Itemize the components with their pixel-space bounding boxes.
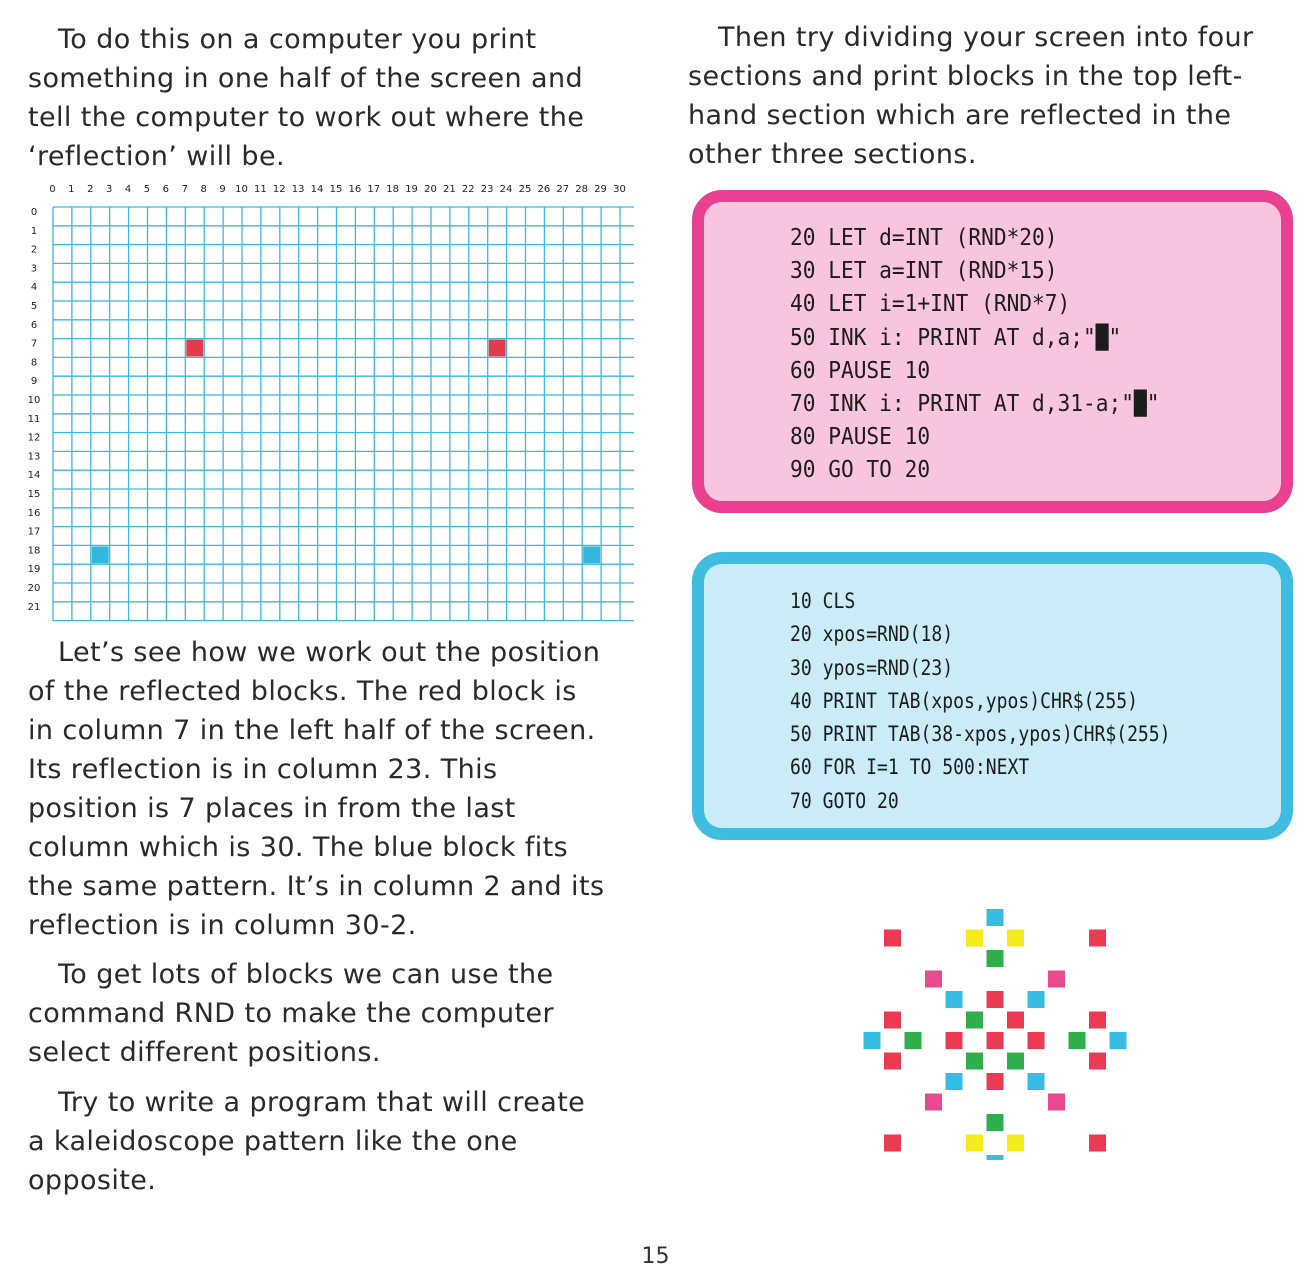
intro-paragraph: To do this on a computer you print something in one half of the screen and tell the computer to work out where the ‘reflection’ will be. <box>28 24 585 172</box>
kaleidoscope-block <box>1089 1053 1106 1070</box>
page-number: 15 <box>641 1244 670 1269</box>
column-label: 5 <box>143 184 151 195</box>
code-line: 50 INK i: PRINT AT d,a;"█" <box>790 324 1122 351</box>
row-label: 18 <box>27 545 41 557</box>
kaleidoscope-block <box>987 1114 1004 1131</box>
kaleidoscope-block <box>1069 1032 1086 1049</box>
kaleidoscope-block <box>884 1135 901 1152</box>
column-label: 11 <box>253 184 267 195</box>
kaleidoscope-block <box>966 930 983 947</box>
column-label: 4 <box>124 184 132 195</box>
code-line: 30 ypos=RND(23) <box>790 655 954 680</box>
challenge-paragraph: Try to write a program that will create a kaleidoscope pattern like the one opposite. <box>28 1087 586 1196</box>
row-label: 1 <box>30 225 38 237</box>
code-line: 30 LET a=INT (RND*15) <box>790 258 1058 285</box>
bbc-code-box <box>692 552 1293 840</box>
code-line: 60 PAUSE 10 <box>790 357 931 384</box>
code-line: 90 GO TO 20 <box>790 457 931 484</box>
row-label: 13 <box>27 451 41 463</box>
row-label: 20 <box>27 583 41 594</box>
kaleidoscope-block <box>966 1053 983 1070</box>
column-label: 1 <box>68 184 75 195</box>
kaleidoscope-block <box>925 1094 942 1111</box>
kaleidoscope-svg <box>860 880 1140 1160</box>
row-label: 8 <box>30 357 38 369</box>
screen-grid-diagram <box>22 178 634 623</box>
kaleidoscope-block <box>905 1032 922 1049</box>
column-label: 3 <box>105 184 113 195</box>
row-label: 11 <box>27 413 41 425</box>
code-line: 80 PAUSE 10 <box>790 424 931 451</box>
spectrum-code-listing <box>790 222 1159 488</box>
column-label: 22 <box>461 184 475 195</box>
row-label: 2 <box>30 244 38 256</box>
column-label: 25 <box>518 184 532 195</box>
code-line: 40 LET i=1+INT (RND*7) <box>790 291 1071 318</box>
column-label: 26 <box>537 184 551 195</box>
grid-block <box>583 546 600 563</box>
column-label: 19 <box>405 184 418 195</box>
column-label: 8 <box>200 184 207 195</box>
row-label: 4 <box>30 282 38 294</box>
kaleidoscope-block <box>1007 1012 1024 1029</box>
four-sections-paragraph: Then try dividing your screen into four sections and print blocks in the top left- hand section which are reflected in the other three sections. <box>688 22 1254 170</box>
column-label: 21 <box>442 184 456 195</box>
kaleidoscope-block <box>1028 1073 1045 1090</box>
kaleidoscope-block <box>987 1155 1004 1160</box>
kaleidoscope-block <box>966 1135 983 1152</box>
column-label: 30 <box>613 184 626 195</box>
kaleidoscope-block <box>1007 930 1024 947</box>
row-label: 14 <box>27 470 41 482</box>
grid-svg <box>22 178 634 623</box>
row-label: 9 <box>30 376 38 388</box>
rnd-paragraph: To get lots of blocks we can use the command RND to make the computer select different positions. <box>28 959 554 1068</box>
bbc-code-listing <box>790 585 1171 818</box>
kaleidoscope-block <box>1048 1094 1065 1111</box>
explanation-paragraph: Let’s see how we work out the position of the reflected blocks. The red block is in column 7 in the left half of the screen. Its reflection is in column 23. This position is 7 places in from the last column which is 30. The blue block fits the same pattern. It’s in column 2 and its reflection is in column 30-2. <box>28 637 605 941</box>
row-label: 17 <box>27 526 41 538</box>
column-label: 12 <box>272 184 286 195</box>
column-label: 2 <box>87 184 94 195</box>
column-label: 9 <box>219 184 226 195</box>
column-label: 10 <box>235 184 248 195</box>
code-line: 60 FOR I=1 TO 500:NEXT <box>790 755 1030 780</box>
kaleidoscope-block <box>1110 1032 1127 1049</box>
column-label: 13 <box>291 184 305 195</box>
code-line: 10 CLS <box>790 589 856 613</box>
kaleidoscope-block <box>1089 1135 1106 1152</box>
row-label: 6 <box>30 319 38 331</box>
column-label: 18 <box>386 184 400 195</box>
grid-block <box>489 340 506 357</box>
code-line: 50 PRINT TAB(38-xpos,ypos)CHR$(255) <box>790 722 1171 747</box>
column-label: 15 <box>329 184 343 195</box>
kaleidoscope-block <box>946 1032 963 1049</box>
row-label: 16 <box>27 507 41 519</box>
row-label: 0 <box>30 207 38 218</box>
kaleidoscope-block <box>1007 1053 1024 1070</box>
column-label: 6 <box>162 184 170 195</box>
spectrum-code-box <box>692 190 1293 513</box>
code-line: 70 GOTO 20 <box>790 788 899 813</box>
kaleidoscope-block <box>946 991 963 1008</box>
column-label: 27 <box>556 184 570 195</box>
kaleidoscope-block <box>946 1073 963 1090</box>
row-label: 7 <box>30 338 38 350</box>
kaleidoscope-block <box>966 1012 983 1029</box>
column-label: 20 <box>424 184 437 195</box>
grid-block <box>186 340 203 357</box>
kaleidoscope-block <box>987 1073 1004 1090</box>
kaleidoscope-block <box>1089 930 1106 947</box>
column-label: 7 <box>181 184 188 195</box>
code-line: 70 INK i: PRINT AT d,31-a;"█" <box>790 391 1160 418</box>
code-line: 20 xpos=RND(18) <box>790 622 954 647</box>
kaleidoscope-block <box>1089 1012 1106 1029</box>
column-label: 17 <box>367 184 381 195</box>
row-label: 19 <box>27 564 41 576</box>
row-label: 21 <box>27 601 41 613</box>
kaleidoscope-block <box>1048 971 1065 988</box>
kaleidoscope-block <box>987 1032 1004 1049</box>
kaleidoscope-block <box>925 971 942 988</box>
kaleidoscope-block <box>864 1032 881 1049</box>
grid-block <box>92 546 109 563</box>
row-label: 10 <box>27 395 41 406</box>
column-label: 23 <box>480 184 494 195</box>
row-label: 12 <box>27 432 41 444</box>
kaleidoscope-block <box>987 909 1004 926</box>
kaleidoscope-block <box>884 1053 901 1070</box>
code-line: 20 LET d=INT (RND*20) <box>790 225 1058 251</box>
column-label: 29 <box>594 184 607 195</box>
column-label: 16 <box>348 184 362 195</box>
column-label: 14 <box>310 184 324 195</box>
kaleidoscope-block <box>1007 1135 1024 1152</box>
kaleidoscope-block <box>987 950 1004 967</box>
kaleidoscope-block <box>884 1012 901 1029</box>
column-label: 24 <box>499 184 513 195</box>
kaleidoscope-block <box>1028 991 1045 1008</box>
kaleidoscope-block <box>1028 1032 1045 1049</box>
column-label: 28 <box>575 184 589 195</box>
column-label: 0 <box>49 184 56 195</box>
kaleidoscope-pattern <box>860 880 1140 1160</box>
kaleidoscope-block <box>884 930 901 947</box>
row-label: 5 <box>30 301 38 312</box>
code-line: 40 PRINT TAB(xpos,ypos)CHR$(255) <box>790 688 1138 713</box>
kaleidoscope-block <box>987 991 1004 1008</box>
row-label: 15 <box>27 489 41 500</box>
row-label: 3 <box>30 263 38 275</box>
